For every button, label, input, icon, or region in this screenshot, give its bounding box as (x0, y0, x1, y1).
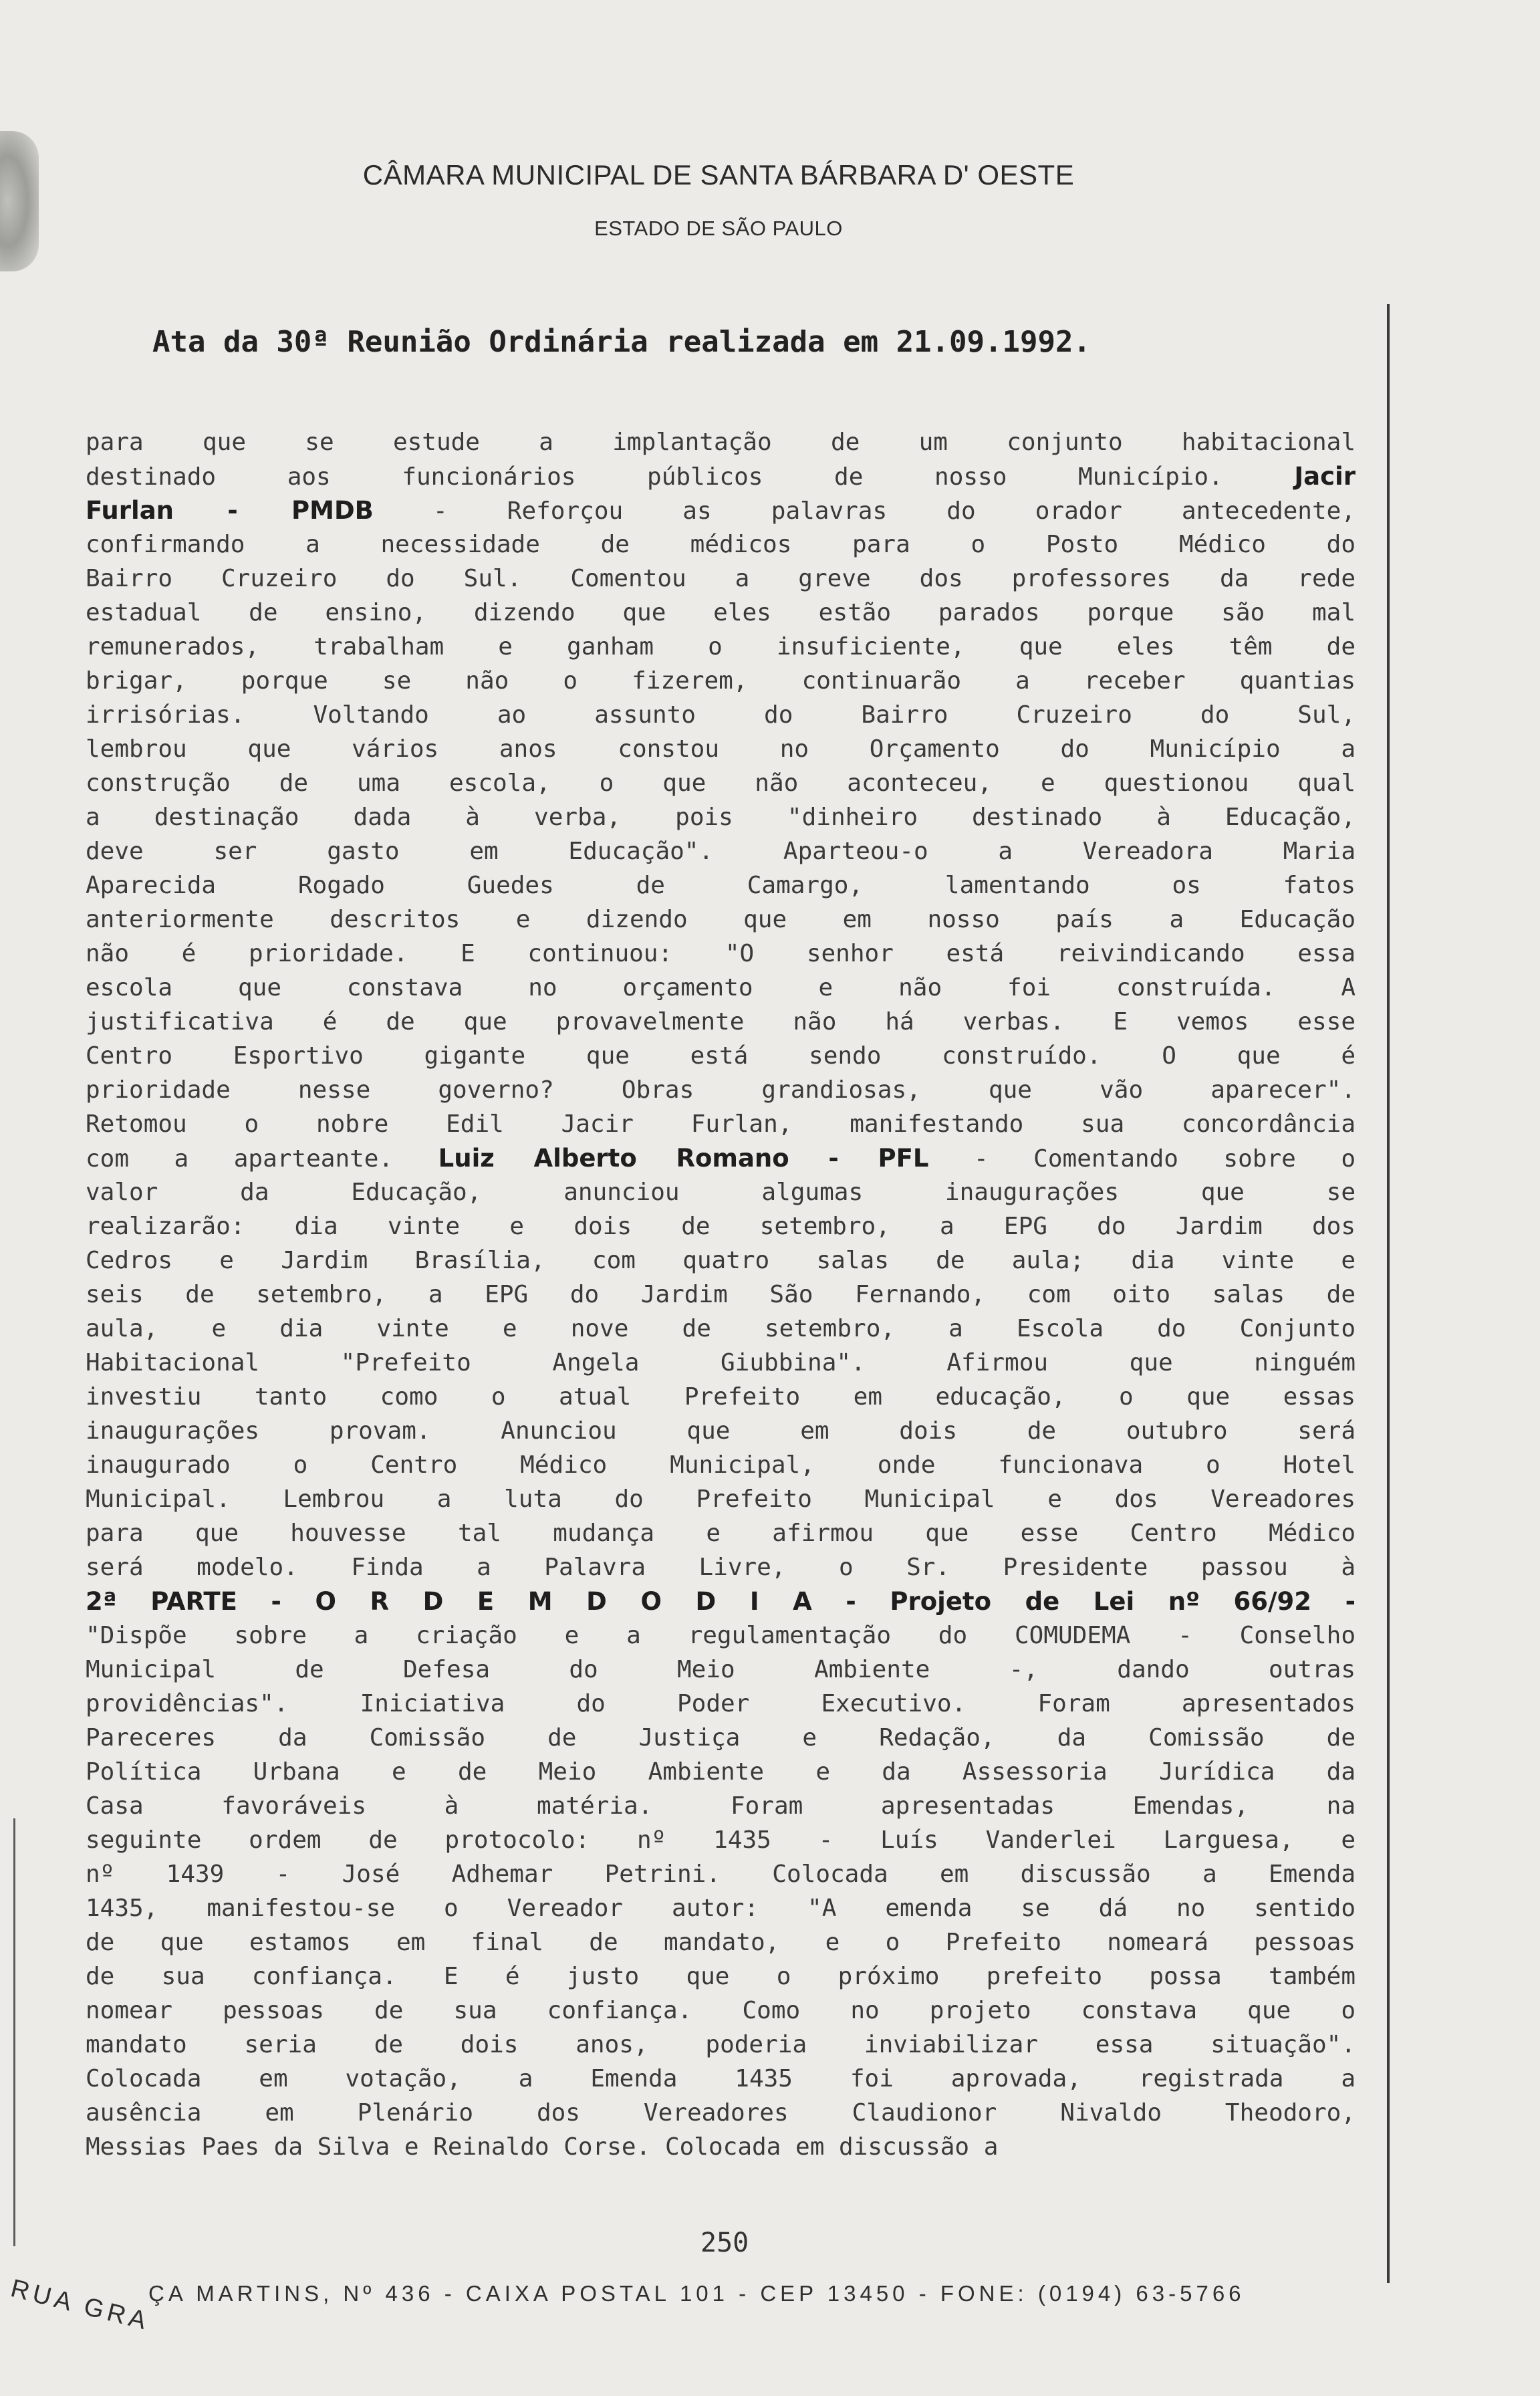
text-segment: seis de setembro, a EPG do Jardim São Fernando, com oito salas de (86, 1281, 1356, 1308)
text-segment: Municipal. Lembrou a luta do Prefeito Municipal e dos Vereadores (86, 1485, 1356, 1513)
text-segment: nº 1439 - José Adhemar Petrini. Colocada em discussão a Emenda (86, 1861, 1356, 1888)
text-segment: aula, e dia vinte e nove de setembro, a Escola do Conjunto (86, 1315, 1356, 1342)
text-segment: Messias Paes da Silva e Reinaldo Corse. Colocada em discussão a (86, 2133, 999, 2161)
text-line (86, 1107, 1356, 1141)
text-segment: valor da Educação, anunciou algumas inaugurações que se (86, 1179, 1356, 1206)
text-line (86, 2062, 1356, 2096)
text-segment: será modelo. Finda a Palavra Livre, o Sr. Presidente passou à (86, 1554, 1356, 1581)
text-segment: "Dispõe sobre a criação e a regulamentação do COMUDEMA - Conselho (86, 1622, 1356, 1649)
text-line (86, 2096, 1356, 2130)
text-segment: mandato seria de dois anos, poderia inviabilizar essa situação". (86, 2031, 1356, 2058)
left-edge-rule (13, 1818, 15, 2246)
text-line (86, 1687, 1356, 1721)
minutes-body (86, 425, 1356, 2164)
text-line (86, 698, 1356, 732)
text-line (86, 527, 1356, 562)
text-line (86, 1653, 1356, 1687)
text-segment: irrisórias. Voltando ao assunto do Bairro Cruzeiro do Sul, (86, 701, 1356, 729)
text-segment: investiu tanto como o atual Prefeito em educação, o que essas (86, 1383, 1356, 1411)
text-line (86, 1516, 1356, 1550)
bold-segment: Furlan - PMDB (86, 496, 374, 525)
text-line (86, 971, 1356, 1005)
state-name: ESTADO DE SÃO PAULO (594, 217, 843, 240)
text-segment: para que houvesse tal mudança e afirmou que esse Centro Médico (86, 1520, 1356, 1547)
footer-address: ÇA MARTINS, Nº 436 - CAIXA POSTAL 101 - CEP 13450 - FONE: (0194) 63-5766 (148, 2281, 1245, 2306)
text-segment: Municipal de Defesa do Meio Ambiente -, dando outras (86, 1656, 1356, 1683)
text-line (86, 1175, 1356, 1209)
text-line (86, 2130, 1356, 2164)
text-segment: a destinação dada à verba, pois "dinheiro destinado à Educação, (86, 804, 1356, 831)
text-line (86, 800, 1356, 834)
bold-segment: 2ª PARTE - O R D E M D O D I A - Projeto de Lei nº 66/92 - (86, 1587, 1356, 1616)
text-segment: seguinte ordem de protocolo: nº 1435 - Luís Vanderlei Larguesa, e (86, 1826, 1356, 1854)
text-line (86, 1584, 1356, 1619)
text-segment: Habitacional "Prefeito Angela Giubbina". Afirmou que ninguém (86, 1349, 1356, 1376)
bold-segment: Jacir (1294, 462, 1356, 491)
text-segment: Colocada em votação, a Emenda 1435 foi aprovada, registrada a (86, 2065, 1356, 2092)
text-segment: de que estamos em final de mandato, e o Prefeito nomeará pessoas (86, 1929, 1356, 1956)
text-segment: construção de uma escola, o que não aconteceu, e questionou qual (86, 769, 1356, 797)
text-line (86, 1755, 1356, 1789)
text-segment: Casa favoráveis à matéria. Foram apresentadas Emendas, na (86, 1792, 1356, 1820)
text-segment: Retomou o nobre Edil Jacir Furlan, manifestando sua concordância (86, 1110, 1356, 1138)
text-line (86, 1789, 1356, 1823)
text-segment: Cedros e Jardim Brasília, com quatro salas de aula; dia vinte e (86, 1247, 1356, 1274)
text-line (86, 937, 1356, 971)
text-segment: Pareceres da Comissão de Justiça e Redação, da Comissão de (86, 1724, 1356, 1752)
text-segment: lembrou que vários anos constou no Orçamento do Município a (86, 735, 1356, 763)
text-line (86, 1209, 1356, 1243)
text-line (86, 1994, 1356, 2028)
text-line (86, 1005, 1356, 1039)
text-segment: justificativa é de que provavelmente não há verbas. E vemos esse (86, 1008, 1356, 1036)
text-line (86, 562, 1356, 596)
page-number: 250 (700, 2228, 749, 2258)
text-segment: deve ser gasto em Educação". Aparteou-o a Vereadora Maria (86, 838, 1356, 865)
text-segment: Centro Esportivo gigante que está sendo construído. O que é (86, 1042, 1356, 1070)
text-segment: 1435, manifestou-se o Vereador autor: "A emenda se dá no sentido (86, 1895, 1356, 1922)
text-line (86, 1312, 1356, 1346)
text-line (86, 664, 1356, 698)
text-line (86, 1823, 1356, 1857)
text-line (86, 1925, 1356, 1959)
text-line (86, 1414, 1356, 1448)
text-line (86, 834, 1356, 868)
text-segment: estadual de ensino, dizendo que eles estão parados porque são mal (86, 599, 1356, 626)
text-segment: brigar, porque se não o fizerem, continuarão a receber quantias (86, 667, 1356, 695)
text-line (86, 596, 1356, 630)
text-line (86, 1380, 1356, 1414)
text-line (86, 868, 1356, 903)
text-line (86, 1346, 1356, 1380)
text-line (86, 903, 1356, 937)
text-segment: Aparecida Rogado Guedes de Camargo, lamentando os fatos (86, 872, 1356, 899)
text-segment: destinado aos funcionários públicos de nosso Município. (86, 463, 1295, 491)
text-segment: Política Urbana e de Meio Ambiente e da Assessoria Jurídica da (86, 1758, 1356, 1786)
text-line (86, 1891, 1356, 1925)
text-line (86, 1550, 1356, 1584)
municipal-seal-emblem (0, 131, 39, 271)
text-segment: realizarão: dia vinte e dois de setembro, a EPG do Jardim dos (86, 1213, 1356, 1240)
chamber-name: CÂMARA MUNICIPAL DE SANTA BÁRBARA D' OESTE (362, 159, 1075, 191)
text-segment: remunerados, trabalham e ganham o insuficiente, que eles têm de (86, 633, 1356, 661)
text-segment: confirmando a necessidade de médicos para o Posto Médico do (86, 531, 1356, 558)
text-segment: inaugurado o Centro Médico Municipal, onde funcionava o Hotel (86, 1451, 1356, 1479)
text-segment: com a aparteante. (86, 1145, 438, 1173)
document-title: Ata da 30ª Reunião Ordinária realizada em 21.09.1992. (152, 325, 1091, 359)
text-line (86, 459, 1356, 493)
text-segment: - Comentando sobre o (928, 1145, 1356, 1173)
footer-street-prefix: RUA GRA (7, 2274, 153, 2337)
text-line (86, 1857, 1356, 1891)
text-line (86, 2028, 1356, 2062)
text-line (86, 1721, 1356, 1755)
text-line (86, 1141, 1356, 1175)
text-line (86, 1039, 1356, 1073)
text-segment: para que se estude a implantação de um conjunto habitacional (86, 429, 1356, 456)
text-line (86, 1619, 1356, 1653)
text-line (86, 1073, 1356, 1107)
text-segment: prioridade nesse governo? Obras grandiosas, que vão aparecer". (86, 1076, 1356, 1104)
text-line (86, 1243, 1356, 1278)
text-segment: - Reforçou as palavras do orador antecedente, (373, 497, 1356, 525)
text-line (86, 732, 1356, 766)
text-segment: escola que constava no orçamento e não foi construída. A (86, 974, 1356, 1001)
text-line (86, 1448, 1356, 1482)
text-segment: providências". Iniciativa do Poder Executivo. Foram apresentados (86, 1690, 1356, 1717)
text-segment: inaugurações provam. Anunciou que em dois de outubro será (86, 1417, 1356, 1445)
text-line (86, 1278, 1356, 1312)
text-segment: nomear pessoas de sua confiança. Como no projeto constava que o (86, 1997, 1356, 2024)
text-line (86, 493, 1356, 527)
text-line (86, 1959, 1356, 1994)
text-segment: Bairro Cruzeiro do Sul. Comentou a greve dos professores da rede (86, 565, 1356, 592)
text-segment: anteriormente descritos e dizendo que em nosso país a Educação (86, 906, 1356, 933)
text-line (86, 425, 1356, 459)
text-line (86, 630, 1356, 664)
text-line (86, 766, 1356, 800)
bold-segment: Luiz Alberto Romano - PFL (438, 1144, 929, 1173)
text-segment: de sua confiança. E é justo que o próximo prefeito possa também (86, 1963, 1356, 1990)
text-segment: ausência em Plenário dos Vereadores Claudionor Nivaldo Theodoro, (86, 2099, 1356, 2127)
margin-rule (1387, 304, 1390, 2283)
text-line (86, 1482, 1356, 1516)
text-segment: não é prioridade. E continuou: "O senhor está reivindicando essa (86, 940, 1356, 967)
